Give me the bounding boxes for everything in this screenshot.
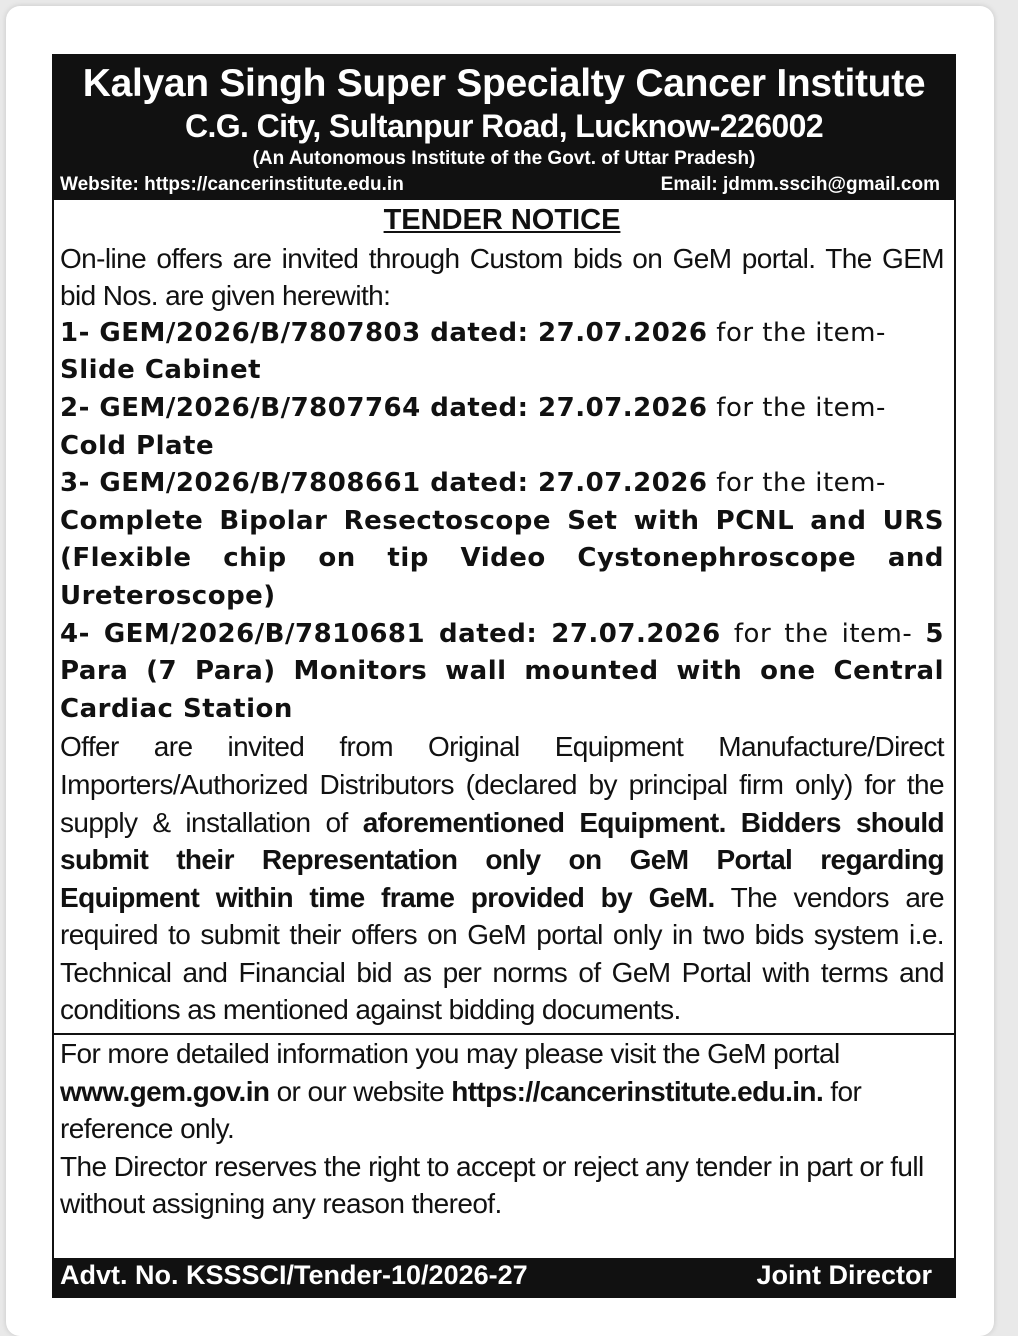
- info-text-2: or our website: [269, 1075, 452, 1107]
- info-paragraph: [60, 1035, 944, 1148]
- notice-footer: [54, 1258, 954, 1296]
- institute-status: (An Autonomous Institute of the Govt. of Uttar Pradesh): [252, 148, 756, 169]
- tender-notice: [52, 54, 956, 1298]
- advt-number: Advt. No. KSSSCI/Tender-10/2026-27: [60, 1260, 528, 1290]
- offer-text-2: The vendors are required to submit their offers on GeM portal only in two bids system i.e. Technical and Financial bid as per norms of GeM Portal with terms and conditions as mentioned against bidding documents.: [60, 881, 944, 1026]
- bid-list: [60, 315, 944, 729]
- notice-header: [54, 56, 954, 200]
- bid-description: 5 Para (7 Para) Monitors wall mounted with one Central Cardiac Station: [60, 618, 944, 724]
- page-card: [6, 6, 994, 1336]
- info-text-3: for reference only.: [60, 1075, 862, 1145]
- bid-description: Slide Cabinet: [60, 355, 262, 386]
- website-line: Website: https://cancerinstitute.edu.in: [60, 174, 404, 195]
- bid-number: 3- GEM/2026/B/7808661 dated: 27.07.2026: [60, 468, 708, 499]
- bid-connector: for the item-: [707, 392, 886, 423]
- notice-title: TENDER NOTICE: [383, 204, 621, 236]
- bid-connector: for the item-: [720, 618, 926, 649]
- offer-text: Offer are invited from Original Equipment Manufacture/Direct Importers/Authorized Distributors (declared by principal firm only) for the supply & installation of: [60, 731, 944, 838]
- bid-description: Cold Plate: [60, 430, 215, 461]
- bid-item: [60, 465, 944, 615]
- offer-paragraph: [60, 728, 944, 1029]
- bid-number: 2- GEM/2026/B/7807764 dated: 27.07.2026: [60, 392, 708, 423]
- bid-number: 1- GEM/2026/B/7807803 dated: 27.07.2026: [60, 317, 708, 348]
- director-note: The Director reserves the right to accept or reject any tender in part or full without assigning any reason thereof.: [60, 1150, 924, 1220]
- bid-item: [60, 390, 944, 465]
- bid-item: [60, 616, 944, 729]
- bid-description: Complete Bipolar Resectoscope Set with PCNL and URS (Flexible chip on tip Video Cystonephroscope and Ureteroscope): [60, 505, 944, 611]
- bid-item: [60, 315, 944, 390]
- institute-address: C.G. City, Sultanpur Road, Lucknow-226002: [184, 108, 824, 144]
- notice-body: [54, 200, 954, 1223]
- offer-bold-text: aforementioned Equipment. Bidders should submit their Representation only on GeM Portal regarding Equipment within time frame provided by GeM.: [60, 806, 945, 913]
- institute-website-link[interactable]: https://cancerinstitute.edu.in.: [451, 1075, 824, 1107]
- bid-connector: for the item-: [707, 317, 886, 348]
- intro-text: On-line offers are invited through Custom bids on GeM portal. The GEM bid Nos. are given herewith:: [60, 242, 944, 312]
- info-text: For more detailed information you may please visit the GeM portal: [60, 1038, 840, 1070]
- email-line: Email: jdmm.sscih@gmail.com: [660, 174, 940, 195]
- gem-portal-link[interactable]: www.gem.gov.in: [60, 1075, 270, 1107]
- signatory: Joint Director: [756, 1260, 932, 1290]
- bid-number: 4- GEM/2026/B/7810681 dated: 27.07.2026: [60, 618, 721, 649]
- bid-connector: for the item-: [707, 468, 886, 499]
- institute-name: Kalyan Singh Super Specialty Cancer Institute: [82, 62, 926, 105]
